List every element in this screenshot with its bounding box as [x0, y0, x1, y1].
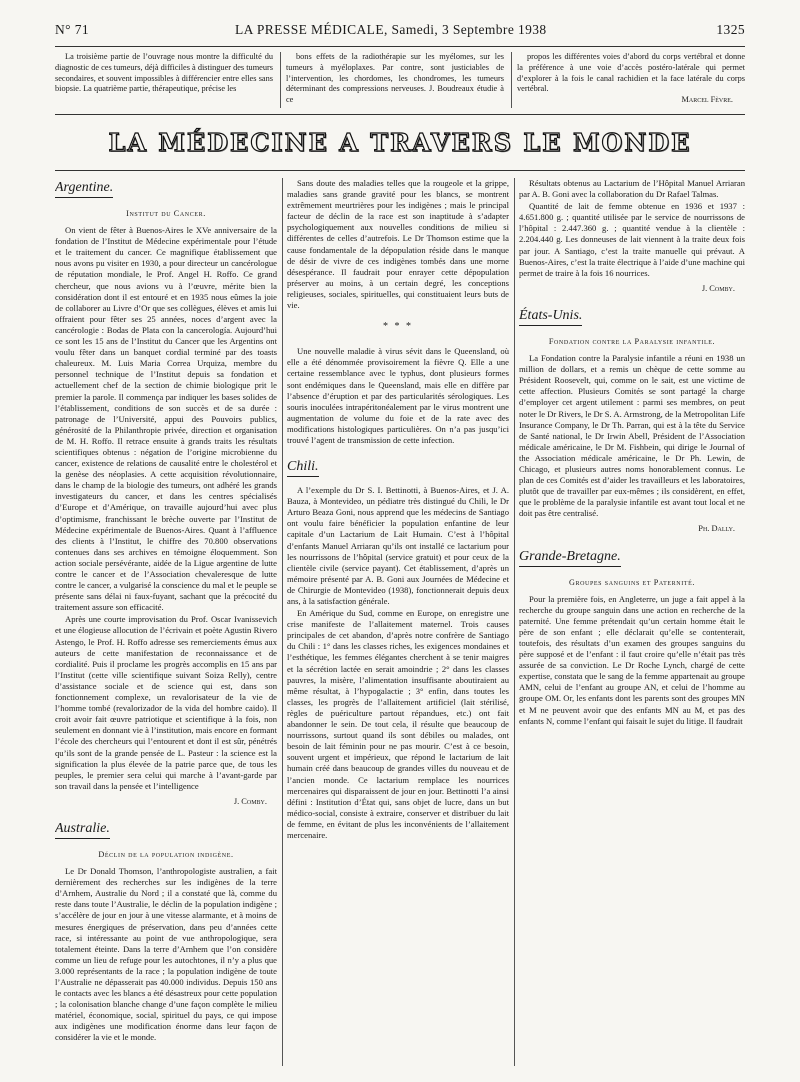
section-banner: LA MÉDECINE A TRAVERS LE MONDE: [108, 128, 692, 157]
section-subtitle-argentine: Institut du Cancer.: [126, 209, 206, 218]
section-title-argentine: Argentine.: [55, 180, 113, 198]
section-subtitle-etats-unis: Fondation contre la Paralysie infantile.: [548, 336, 716, 346]
top-column-2: [286, 52, 504, 108]
article-paragraph: Pour la première fois, en Angleterre, un juge a fait appel à la recherche du groupe sanguin dans une action en recherche de la paternité. Une femme prétendait qu’un certain homme était le père de son enfant ; elle déclarait qu’elle se contenterait, toutefois, des résultats d’un examen des groupes sanguins du père supposé et de l’enfant : il faut croire qu’elle n’était pas très assurée de sa conviction. Le Dr Roche Lynch, chargé de cette expertise, constata que le sang de la femme appartenait au groupe AMN, celui de l’enfant au groupe AN, et celui de l’homme au groupe OM. Or, les enfants dont les parents sont des groupes MN et M ne peuvent avoir que des enfants MN au M, et pas des enfants N, comme l’enfant qui faisait le sujet du litige. Il faudrait: [519, 593, 745, 726]
section-subtitle-grande-bretagne: Groupes sanguins et Paternité.: [569, 577, 695, 587]
column-rule: [514, 178, 515, 1066]
page-number: 1325: [716, 22, 745, 37]
article-paragraph: Quantité de lait de femme obtenue en 1936 et 1937 : 4.651.800 g. ; quantité utilisée par le service de nourrissons de l’hôpital : 2.447.360 g. ; quantité vendue à la clientèle : 2.204.440 g. Les donneuses de lait viennent à la traite deux fois par jour. A Santiago, c’est la traite manuelle qui prévaut. A Buenos-Aires, c’est la traite électrique à l’aide d’une machine qui permet de traire à la fois 16 nourrices.: [519, 201, 745, 278]
section-separator-stars: * * *: [383, 321, 413, 333]
column-rule: [280, 52, 281, 108]
top-column-3-text: propos les différentes voies d’abord du corps vertébral et donne la préférence à une voie d’accès postéro-latérale qui permet d’explorer à la fois le canal rachidien et la face latérale du corps vertébral.: [517, 52, 745, 94]
section-title-etats-unis: États-Unis.: [519, 308, 582, 326]
top-column-3: [517, 52, 745, 108]
section-title-grande-bretagne: Grande-Bretagne.: [519, 549, 621, 567]
section-title-chili: Chili.: [287, 459, 319, 477]
article-paragraph: En Amérique du Sud, comme en Europe, on enregistre une crise manifeste de l’allaitement maternel. Trois causes principales de cet abandon, d’après notre confrère de Santiago du Chili : 1° dans les classes riches, les exigences mondaines et l’esthétique, les femmes élégantes cherchent à se tenir maigres et la sécrétion lactée en serait amoindrie ; 2° dans les classes pauvres, la misère, l’alimentation insuffisante aboutiraient au même résultat, à l’hypogalactie ; 3° enfin, dans toutes les classes, les progrès de l’allaitement artificiel (lait stérilisé, règles de puériculture partout répandues, etc.) ont fait abandonner le sein. De tout cela, il résulte que beaucoup de nourrissons, surtout quand ils sont débiles ou malades, ont besoin de lait féminin pour ne pas mourir. C’est à ce besoin, souvent urgent et impérieux, que répond le lactarium de lait humain créé dans beaucoup de grandes villes du nouveau et de l’ancien monde. Ce lactarium remplace les nourrices mercenaires qui disparaissent de jour en jour. Bettinotti l’a ainsi défini : Institution d’État qui, sans objet de lucre, dans un but médico-social, consiste à extraire, conserver et distribuer du lait de femme, en évitant de plus les inconvénients de l’allaitement mercenaire.: [287, 608, 509, 840]
article-signature: J. Comby.: [701, 283, 735, 293]
header-rule: [55, 46, 745, 47]
section-rule: [55, 114, 745, 115]
article-signature: Ph. Dally.: [698, 524, 735, 534]
page-header: [55, 22, 745, 44]
section-title-australie: Australie.: [55, 821, 110, 839]
article-paragraph: A l’exemple du Dr S. I. Bettinotti, à Buenos-Aires, et J. A. Bauza, à Montevideo, un pédiatre très distingué du Chili, le Dr Arturo Beaza Goni, nous apprend que les médecins de Santiago ont voulu faire bénéficier la population enfantine de leur capitale d’un Lactarium de Lait Humain. C’est à l’hôpital d’enfants Manuel Arriaran qu’ils ont installé ce lactarium pour les nourrissons de l’hôpital (service gratuit) et pour ceux de la clientèle civile (service payant). Cet établissement, d’après un mémoire présenté par A. B. Goni aux Journées de Médecine et de Chirurgie de Montevideo (1938), fonctionnerait depuis deux ans, à la satisfaction générale.: [287, 485, 509, 606]
article-paragraph: Sans doute des maladies telles que la rougeole et la grippe, maladies sans grande gravité pour les blancs, se montrent extrêmement meurtrières pour les indigènes ; mais le principal facteur de déclin de la race est son inaptitude à s’adapter psychologiquement aux nouvelles conditions de milieu si différentes de celles d’autrefois. Le Dr Thomson estime que la cause fondamentale de la dépopulation réside dans le manque de désir de vivre de ces indigènes tombés dans une morne désespérance. Il faudrait pour enrayer cette dépopulation préserver au moins, à un certain degré, les conceptions religieuses, sociales, spirituelles, qui constituaient leurs buts de vie.: [287, 178, 509, 311]
column-2: [287, 178, 509, 1066]
journal-title: LA PRESSE MÉDICALE, Samedi, 3 Septembre 1938: [235, 22, 547, 37]
issue-number: N° 71: [55, 22, 90, 37]
top-column-3-signature: Marcel Fèvre.: [681, 95, 733, 105]
article-paragraph: Une nouvelle maladie à virus sévit dans le Queensland, où elle a été dénommée provisoirement la fièvre Q. Elle a une certaine ressemblance avec le typhus, dont plusieurs formes sont endémiques dans le Queensland, mais elle en diffère par l’absence d’éruption et par des particularités sérologiques. Les souris inoculées intrapéritonéalement par le virus montrent une augmentation de volume du foie et de la rate avec des modifications histologiques particulières. On n’a pas jusqu’ici trouvé l’agent de transmission de cette infection.: [287, 346, 509, 445]
column-rule: [511, 52, 512, 108]
article-signature: J. Comby.: [233, 796, 267, 806]
article-paragraph: La Fondation contre la Paralysie infantile a réuni en 1938 un million de dollars, et a remis un chèque de cette somme au Président Roosevelt, qui, comme on le sait, est une victime de cette affection. Plusieurs Comités se sont partagé la charge d’employer cet argent utilement : parmi ses membres, on peut noter le Dr Rivers, le Dr S. A. Armstrong, de la Metropolitan Life Insurance Company, le Dr Th. Parran, qui est à la tête du Service de Santé national, le Dr Irwin Abell, Président de l’Association médicale américaine, le Dr M. Fishbein, qui dirige le Journal of the Association médicale américaine, le Dr Ph. Lewin, de Chicago, et plusieurs autres noms honorablement connus. Le plan de ces Comités est d’aider les travailleurs et les laboratoires, plutôt que de travailler par eux-mêmes ; ils considèrent, en effet, que le problème de la paralysie infantile est avant tout local et ne doit pas être centralisé.: [519, 353, 745, 519]
article-paragraph: On vient de fêter à Buenos-Aires le XVe anniversaire de la fondation de l’Institut de Médecine expérimentale pour l’étude et le traitement du cancer. Ce magnifique établissement que nous avons pu visiter en 1930, a pour directeur un cancérologue de réputation mondiale, le Prof. Angel H. Roffo. Ce grand chercheur, que nous avions vu à l’œuvre, mérite bien la considération dont il est entouré et en 1935 nous eûmes la joie de collaborer au Livre d’Or que ses collègues, élèves et amis lui offraient pour fêter ses 25 années, noces d’argent avec la cancérologie : Bodas de Plata con la cancerología. Aujourd’hui ce sont les 15 ans de l’Institut du Cancer que les Argentins ont voulu fêter dans un banquet cordial terminé par des toasts chaleureux. M. Luis Maria Correa Urquiza, membre du personnel technique de l’Institut depuis sa fondation et actuellement chef de la section de chimie biologique prit le premier la parole. Il commença par indiquer les bases solides de l’établissement, conditions de son succès et de sa durée : patronage de l’Université, appui des Pouvoirs publics, générosité de la Philanthropie privée, direction et organisation de M. H. Roffo. Il retrace ensuite à grands traits les résultats scientifiques obtenus : négation de l’origine microbienne du cancer, existence de relations de causalité entre le cholestérol et la genèse des néoplasies. A cette acquisition révolutionnaire, dans le champ de la biologie des tumeurs, ont adhéré les grands investigateurs du cancer, et dans les centres spécialisés d’Europe et d’Amérique, on travaille aujourd’hui avec plus d’optimisme, franchissant le brèche ouverte par l’Institut de Médecine expérimentale de Buenos-Aires. Quant à l’affluence des clients à l’Institut, le chiffre des 70.800 observations contenues dans ses archives en témoigne éloquemment. Son action sociale persévérante, aidée de la Ligue argentine de lutte contre le cancer et de l’Association chevaleresque de lutte contre le cancer, a vulgarisé la conscience du mal et le peuple se présente sans délai ni faux-fuyant, sachant que la précocité du traitement assure son efficacité.: [55, 225, 277, 613]
top-column-1-text: La troisième partie de l’ouvrage nous montre la difficulté du diagnostic de ces tumeurs, déjà difficiles à distinguer des tumeurs secondaires, et souvent impossibles à différencier entre elles sans biopsie. La quatrième partie, thérapeutique, précise les: [55, 52, 273, 94]
article-paragraph: Résultats obtenus au Lactarium de l’Hôpital Manuel Arriaran par A. B. Goni avec la collaboration du Dr Rafael Talmas.: [519, 178, 745, 200]
column-3: [519, 178, 745, 1066]
article-paragraph: Le Dr Donald Thomson, l’anthropologiste australien, a fait dernièrement des recherches sur les indigènes de la terre d’Arnhem, Australie du Nord ; il a constaté que là, comme du reste dans toute l’Australie, le déclin de la population indigène ; s’accélère de jour en jour à une vitesse alarmante, et à moins de mesures énergiques de préservation, dans peu d’années cette race, si intéressante au point de vue anthropologique, sera totalement éteinte. Dans la terre d’Arnhem que l’on considère comme un lieu de refuge pour les autochtones, il n’y a plus que 3.000 représentants de la race ; la population indigène de toute l’Australie ne dépasserait pas 40.000 individus. Depuis 150 ans le contacts avec les blancs a été désastreux pour cette population ; la colonisation blanche change d’une façon complète le milieu matériel, économique, social, spirituel du pays, ce qui impose aux indigènes une modification énorme dans leur façon de considérer la vie et le monde.: [55, 866, 277, 1043]
column-1: [55, 178, 277, 1066]
article-paragraph: Après une courte improvisation du Prof. Oscar Ivanissevich et une élogieuse allocution de l’écrivain et poète Agustin Rivero Astengo, le Prof. H. Roffo adresse ses remerciements émus aux auteurs de cette manifestation de reconnaissance et de cordialité. Puis il proclame les progrès accomplis en 15 ans par l’Institut (cette ville scientifique suivant Soiza Relly), centre d’assistance sociale et de science qui est, dans son fonctionnement complexe, un revalorisateur de la vie de l’homme tombé (revalorizador de la vida del hombre caido). Il croit avoir fait œuvre patriotique et scientifique à la fois, non seulement en donnant vie à l’institution, mais encore en formant l’école des chercheurs qui l’entourent et dont il est sûr, pénétrés qu’ils sont de la grande pensée de L. Pasteur : la science est la signification la plus élevée de la patrie parce que, de tous les peuples, le premier sera celui qui marche à l’avant-garde par son travail dans la pensée et l’intelligence: [55, 614, 277, 791]
top-column-1: [55, 52, 273, 108]
top-column-2-text: bons effets de la radiothérapie sur les myélomes, sur les tumeurs à myéloplaxes. Par contre, sont justiciables de l’intervention, les chordomes, les chondromes, les tumeurs déterminant des compressions nerveuses. J. Boudreaux étudie à ce: [286, 52, 504, 105]
banner-rule: [55, 170, 745, 171]
section-subtitle-australie: Déclin de la population indigène.: [98, 849, 234, 859]
column-rule: [282, 178, 283, 1066]
